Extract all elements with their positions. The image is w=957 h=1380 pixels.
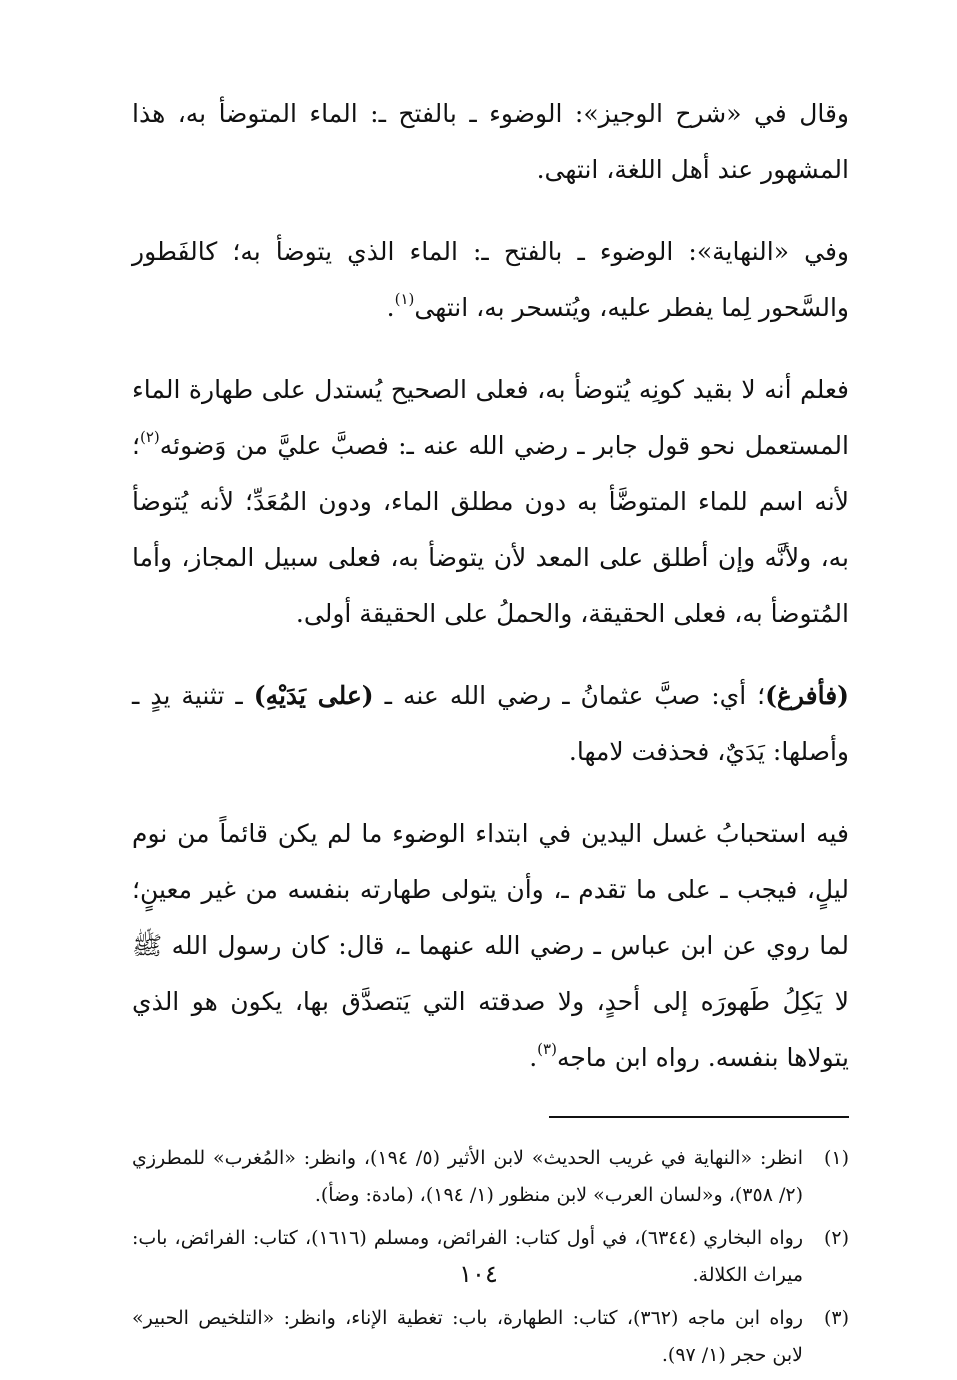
- main-text: [132, 86, 849, 1086]
- footnote-3: [132, 1300, 849, 1374]
- text-segment: .: [386, 293, 395, 322]
- footnote-1: [132, 1140, 849, 1214]
- text-segment: ـ تثنية يدٍ ـ وأصلها: يَدَيٌ، فحذفت لامها.: [132, 681, 849, 766]
- footnotes: [132, 1140, 849, 1374]
- footnote-ref-3[interactable]: (٣): [537, 1040, 557, 1058]
- paragraph-5: [132, 806, 849, 1086]
- paragraph-3: [132, 362, 849, 642]
- text-segment: ؛ أي: صبَّ عثمانُ ـ رضي الله عنه ـ: [373, 681, 766, 710]
- footnote-text: رواه ابن ماجه (٣٦٢)، كتاب: الطهارة، باب: تغطية الإناء، وانظر: «التلخيص الحبير» لابن حجر (١/ ٩٧).: [132, 1307, 804, 1366]
- text-segment: .: [529, 1043, 538, 1072]
- footnote-number: (٣): [823, 1307, 849, 1329]
- quoted-term: (فأفرغ): [765, 681, 849, 710]
- page-number: ١٠٤: [459, 1260, 498, 1288]
- text-segment: ؛ لأنه اسم للماء المتوضَّأ به دون مطلق الماء، ودون المُعَدِّ؛ لأنه يُتوضأ به، ولأنَّه وإن أطلق على المعد لأن يتوضأ به، فعلى سبيل المجاز، وأما المُتوضأ به، فعلى الحقيقة، والحملُ على الحقيقة أولى.: [132, 431, 849, 628]
- text-segment: وفي «النهاية»: الوضوء ـ بالفتح ـ: الماء الذي يتوضأ به؛ كالفَطور والسَّحور لِما يفطر عليه، ويُتسحر به، انتهى: [132, 237, 849, 322]
- footnote-text: رواه البخاري (٦٣٤٤)، في أول كتاب: الفرائض، ومسلم (١٦١٦)، كتاب: الفرائض، باب: ميراث الكلالة.: [132, 1227, 803, 1286]
- footnote-number: (١): [823, 1147, 849, 1169]
- paragraph-4: [132, 668, 849, 780]
- paragraph-2: [132, 224, 849, 336]
- paragraph-1: [132, 86, 849, 198]
- text-segment: وقال في «شرح الوجيز»: الوضوء ـ بالفتح ـ: الماء المتوضأ به، هذا المشهور عند أهل اللغة، انتهى.: [132, 99, 849, 184]
- text-segment: فعلم أنه لا بقيد كونِه يُتوضأ به، فعلى الصحيح يُستدل على طهارة الماء المستعمل نحو قول جابر ـ رضي الله عنه ـ: فصبَّ عليَّ من وَضوئه: [132, 375, 849, 460]
- footnote-text: انظر: «النهاية في غريب الحديث» لابن الأثير (٥/ ١٩٤)، وانظر: «المُغرب» للمطرزي (٢/ ٣٥٨)، و«لسان العرب» لابن منظور (١/ ١٩٤)، (مادة: وضأ).: [132, 1147, 803, 1206]
- quoted-term: (على يَدَيْهِ): [253, 681, 374, 710]
- footnote-ref-2[interactable]: (٢): [139, 428, 160, 446]
- footnote-ref-1[interactable]: (١): [394, 290, 415, 308]
- footnote-separator: [549, 1116, 849, 1118]
- footnote-number: (٢): [823, 1227, 849, 1249]
- text-segment: فيه استحبابُ غسل اليدين في ابتداء الوضوء ما لم يكن قائماً من نوم ليلٍ، فيجب ـ على ما تقدم ـ، وأن يتولى طهارته بنفسه من غير معينٍ؛ لما روي عن ابن عباس ـ رضي الله عنهما ـ، قال: كان رسول الله ﷺ لا يَكِلُ طَهورَه إلى أحدٍ، ولا صدقته التي يَتصدَّق بها، يكون هو الذي يتولاها بنفسه. رواه ابن ماجه: [132, 819, 849, 1072]
